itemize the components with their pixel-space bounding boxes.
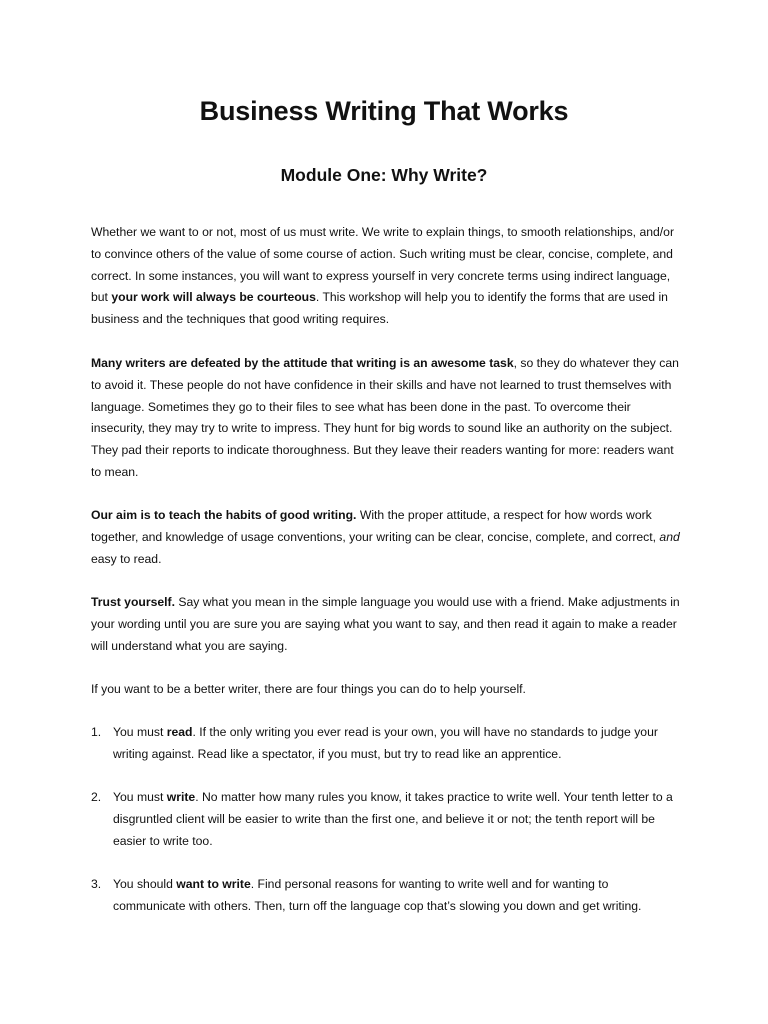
list-item-text: You must [113, 790, 167, 804]
list-item-body [113, 874, 681, 918]
paragraph-intro-text-end: . This workshop will help you to identify the forms that are used in business and the techniques that good writing requires. [91, 290, 668, 327]
list-item-text: . Find personal reasons for wanting to write well and for wanting to communicate with others. Then, turn off the language cop that’s slowing you down and get writing. [113, 877, 642, 913]
list-item-body [113, 787, 681, 852]
list-item-text: You should [113, 877, 177, 891]
paragraph-attitude-emphasis: Many writers are defeated by the attitude that writing is an awesome task [91, 356, 514, 370]
list-number: 2. [91, 790, 102, 804]
list-item-write [91, 787, 681, 852]
paragraph-trust-emphasis: Trust yourself. [91, 595, 175, 609]
list-item-read [91, 722, 681, 766]
list-item-body [113, 722, 681, 766]
module-heading: Module One: Why Write? [280, 165, 488, 185]
paragraph-intro [91, 222, 681, 331]
paragraph-aim-emphasis: Our aim is to teach the habits of good writing. [91, 508, 357, 522]
list-number: 1. [91, 725, 102, 739]
paragraph-intro-text: Whether we want to or not, most of us must write. We write to explain things, to smooth relationships, and/or to convince others of the value of some course of action. Such writing must be clear, concise, complete, and correct. In some instances, you will want to express yourself in very concrete terms using indirect language, but [91, 225, 675, 305]
paragraph-trust-text: Say what you mean in the simple language you would use with a friend. Make adjustments in your wording until you are sure you are saying what you want to say, and then read it again to make a reader will understand what you are saying. [91, 595, 680, 653]
list-item-emphasis: write [166, 790, 196, 804]
list-item-text: You must [113, 725, 167, 739]
paragraph-intro-emphasis: your work will always be courteous [111, 290, 316, 305]
paragraph-aim [91, 505, 681, 570]
list-number: 3. [91, 877, 102, 891]
paragraph-attitude-text: , so they do whatever they can to avoid it. These people do not have confidence in their skills and have not learned to trust themselves with language. Sometimes they go to their files to see what has been done in the past. To overcome their insecurity, they may try to write to impress. They hunt for big words to sound like an authority on the subject. They pad their reports to indicate thoroughness. But they leave their readers wanting for more: readers want to mean. [91, 356, 679, 479]
list-item-emphasis: read [166, 725, 193, 739]
paragraph-aim-text: With the proper attitude, a respect for how words work together, and knowledge of usage conventions, your writing can be clear, concise, complete, and correct, [91, 508, 660, 544]
list-item-want-to-write [91, 874, 681, 918]
paragraph-aim-text-end: easy to read. [91, 551, 162, 566]
paragraph-attitude [91, 353, 681, 484]
paragraph-lead-in: If you want to be a better writer, there are four things you can do to help yourself. [91, 682, 526, 696]
list-item-text: . No matter how many rules you know, it takes practice to write well. Your tenth letter to a disgruntled client will be easier to write than the first one, and believe it or not; the tenth report will be easier to write too. [113, 790, 673, 848]
paragraph-aim-italic: and [659, 529, 680, 544]
document-title: Business Writing That Works [199, 96, 569, 126]
paragraph-trust [91, 592, 681, 657]
list-item-text: . If the only writing you ever read is your own, you will have no standards to judge your writing against. Read like a spectator, if you must, but try to read like an apprentice. [113, 725, 658, 761]
list-item-emphasis: want to write [176, 877, 251, 891]
